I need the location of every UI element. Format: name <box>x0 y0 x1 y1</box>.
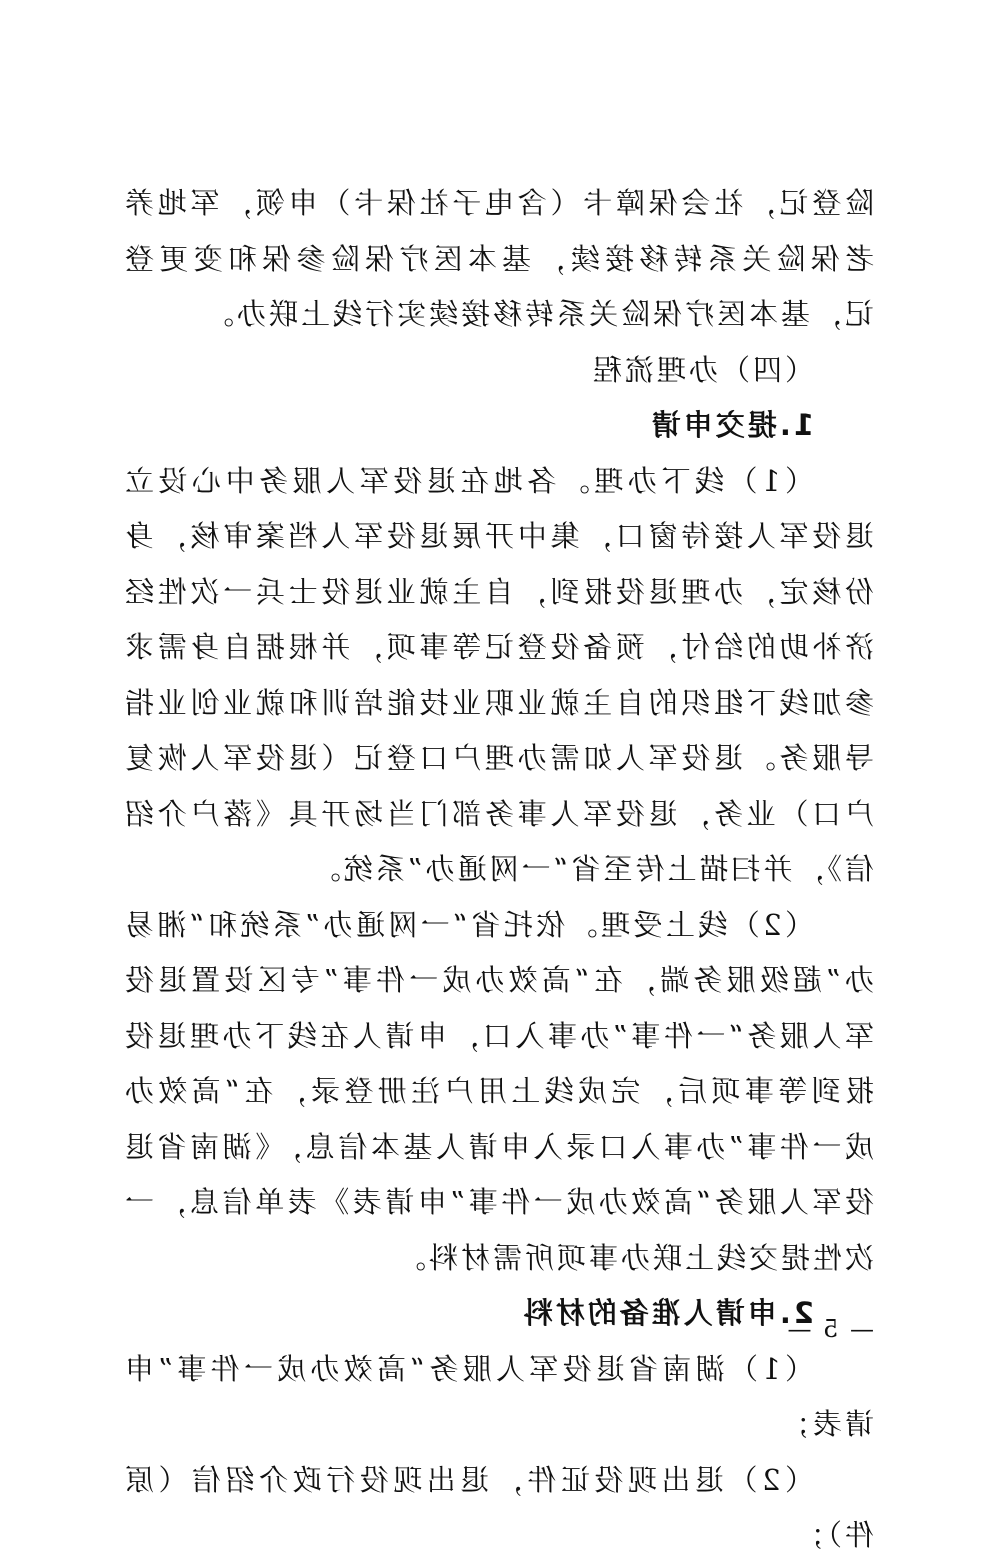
paragraph-online: （2）线上受理。依托省“一网通办”系统和“湘易办”超级服务端，在“高效办成一件事”专区设置退役军人服务“一件事”办事入口，申请人在线下办理退役报到等事项后，完成线上用户注册登录，在“高效办成一件事”办事入口录入申请人基本信息，《湖南省退役军人服务“高效办成一件事”申请表》表单信息，一次性提交线上联办事项所需材料。 <box>122 907 874 1275</box>
subsection-heading: 1.提交申请 <box>648 408 814 442</box>
section-heading: （四）办理流程 <box>589 352 814 387</box>
subsection-heading: 2.申请人准备的材料 <box>520 1296 814 1330</box>
page-number: — 5 — <box>785 1315 874 1343</box>
list-item: （2）退出现役证件，退出现役行政介绍信（原件）； <box>122 1462 874 1552</box>
list-item: （1）湖南省退役军人服务“高效办成一件事”申请表； <box>122 1351 874 1441</box>
document-body <box>122 176 874 1564</box>
paragraph-continuation: 险登记，社会保障卡（含电子社保卡）申领，军地养老保险关系转移接续，基本医疗保险参保和变更登记，基本医疗保险关系转移接续实行线上联办。 <box>122 186 874 331</box>
paragraph-offline: （1）线下办理。各地在退役军人服务中心设立退役军人接待窗口，集中开展退役军人档案审核，身份核定，办理退役报到，自主就业退役士兵一次性经济补助的给付，预备役登记等事项，并根据自身需求参加线下组织的自主就业职业技能培训和就业创业指导服务。退役军人如需办理户口登记（退役军人恢复户口）业务，退役军人事务部门当场开具《落户介绍信》，并扫描上传至省“一网通办”系统。 <box>122 463 874 886</box>
